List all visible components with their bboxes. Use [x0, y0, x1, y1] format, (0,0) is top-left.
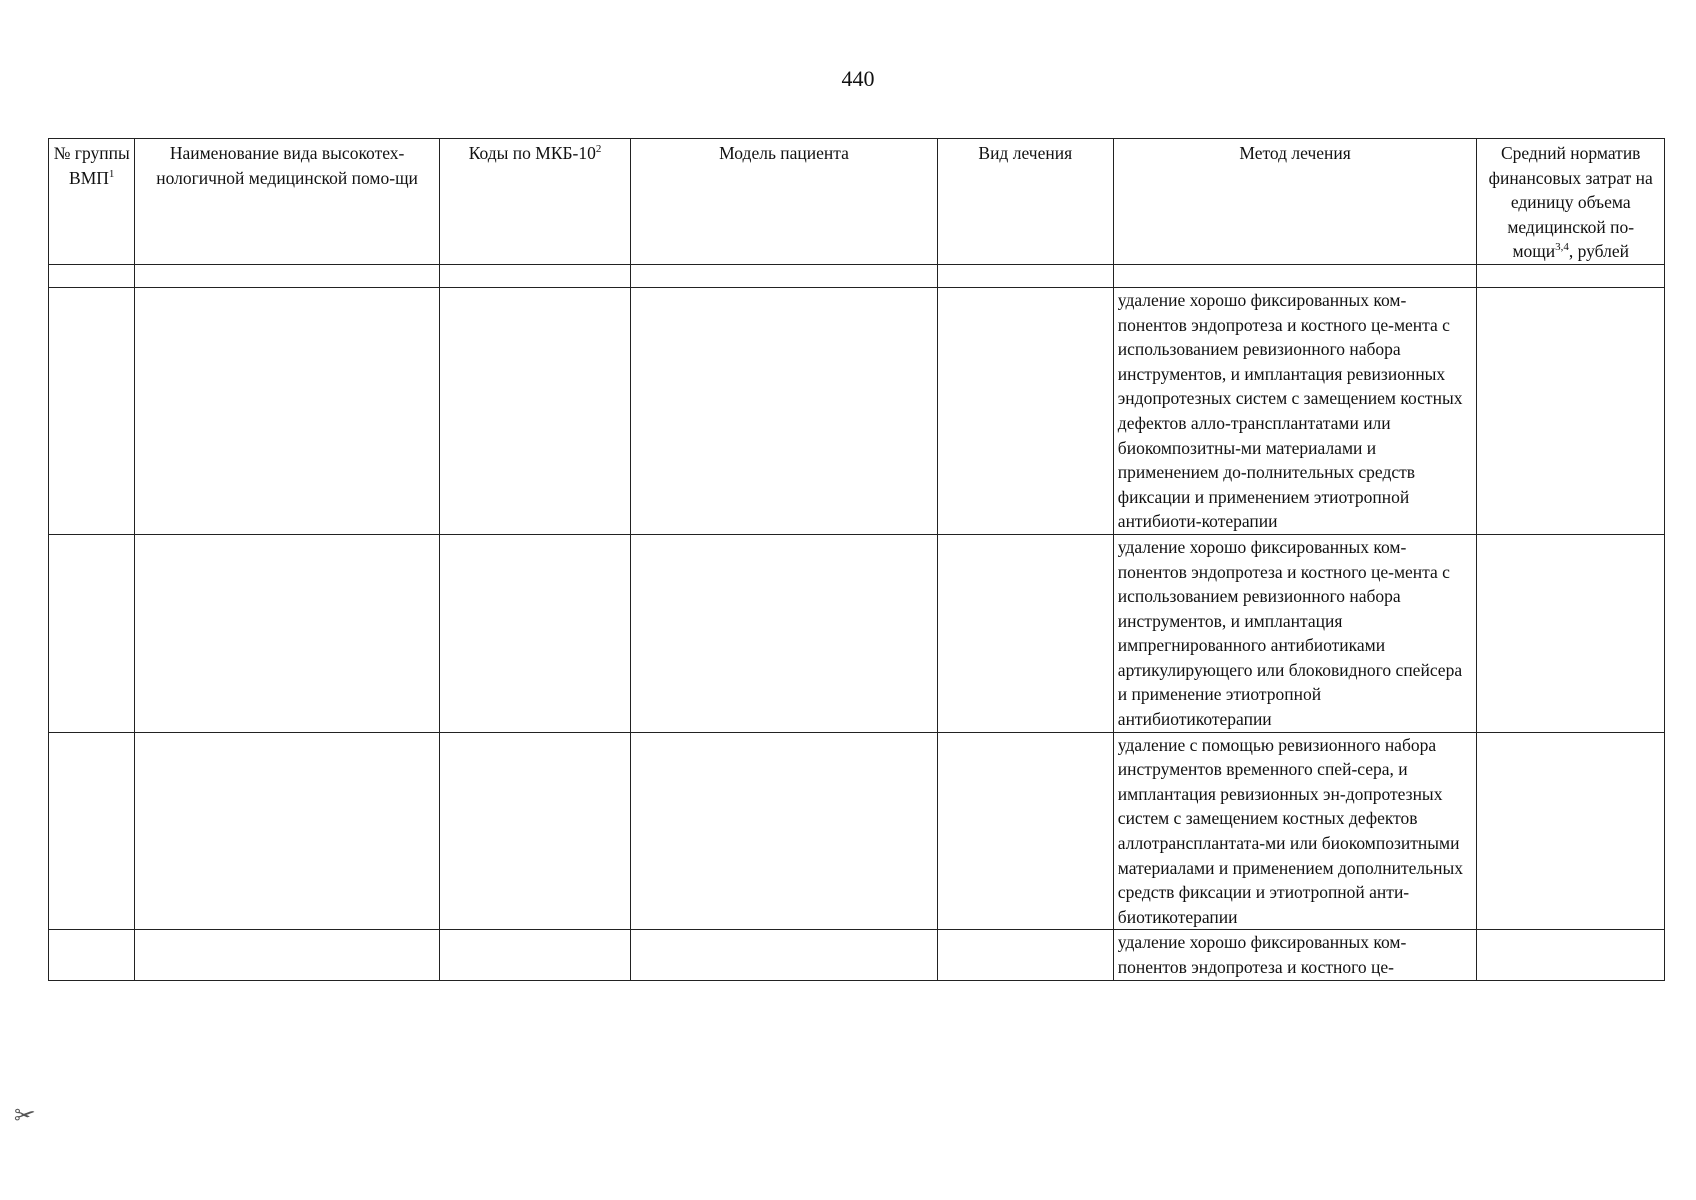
header-treatment-method: Метод лечения	[1113, 139, 1477, 265]
table-row	[49, 534, 1665, 732]
treatment-method-cell: удаление хорошо фиксированных ком-понентов эндопротеза и костного це-мента с использованием ревизионного набора инструментов, и имплантация импрегнированного антибиотиками артикулирующего или блоковидного спейсера и применение этиотропной антибиотикотерапии	[1113, 534, 1477, 732]
treatment-method-cell: удаление хорошо фиксированных ком-понентов эндопротеза и костного це-	[1113, 930, 1477, 980]
table-row	[49, 287, 1665, 534]
table-row	[49, 930, 1665, 980]
header-spacer-row	[49, 264, 1665, 287]
table-row	[49, 732, 1665, 930]
table-header-row	[49, 139, 1665, 265]
margin-handwritten-mark: ✁	[9, 1097, 40, 1132]
header-hmc-type: Наименование вида высокотех-нологичной медицинской помо-щи	[135, 139, 439, 265]
treatment-methods-table	[48, 138, 1665, 981]
header-icd-codes: Коды по МКБ-$10^2$	[439, 139, 631, 265]
header-patient-model: Модель пациента	[631, 139, 937, 265]
treatment-method-cell: удаление с помощью ревизионного набора инструментов временного спей-сера, и имплантация ревизионных эн-допротезных систем с замещением костных дефектов аллотрансплантата-ми или биокомпозитными материалами и применением дополнительных средств фиксации и этиотропной анти-биотикотерапии	[1113, 732, 1477, 930]
header-treatment-type: Вид лечения	[937, 139, 1113, 265]
page-number: 440	[841, 66, 875, 91]
header-group-no: № группы ВМП$^1$	[49, 139, 135, 265]
header-avg-cost: Средний норматив финансовых затрат на единицу объема медицинской по-мощи$^{3,4}$, рублей	[1477, 139, 1665, 265]
treatment-method-cell: удаление хорошо фиксированных ком-понентов эндопротеза и костного це-мента с использованием ревизионного набора инструментов, и имплантация ревизионных эндопротезных систем с замещением костных дефектов алло-трансплантатами или биокомпозитны-ми материалами и применением до-полнительных средств фиксации и применением этиотропной антибиоти-котерапии	[1113, 287, 1477, 534]
